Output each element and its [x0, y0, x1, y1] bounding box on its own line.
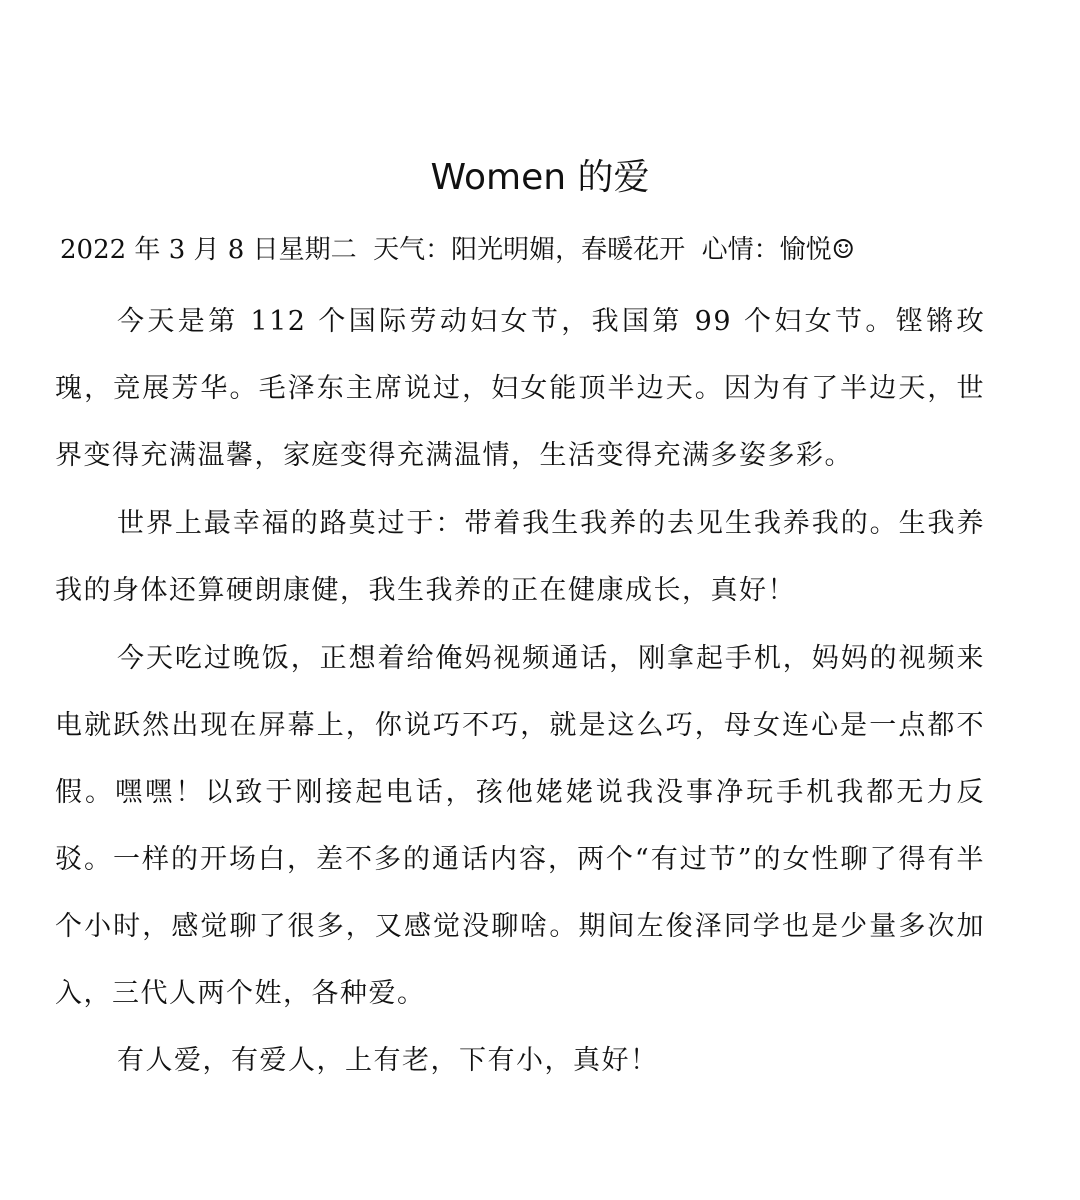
diary-mood: 心情：愉悦☺ [701, 235, 855, 265]
diary-weather: 天气：阳光明媚，春暖花开 [373, 235, 686, 265]
paragraph-video-call: 今天吃过晚饭，正想着给俺妈视频通话，刚拿起手机，妈妈的视频来电就跃然出现在屏幕上，你说巧不巧，就是这么巧，母女连心是一点都不假。嘿嘿！以致于刚接起电话，孩他姥姥说我没事净玩手机我都无力反驳。一样的开场白，差不多的通话内容，两个“有过节”的女性聊了得有半个小时，感觉聊了很多，又感觉没聊啥。期间左俊泽同学也是少量多次加入，三代人两个姓，各种爱。 [55, 643, 985, 1009]
document-title: Women 的爱 [430, 157, 650, 198]
diary-header [60, 226, 990, 274]
paragraph-womens-day: 今天是第 112 个国际劳动妇女节，我国第 99 个妇女节。铿锵玫瑰，竞展芳华。毛泽东主席说过，妇女能顶半边天。因为有了半边天，世界变得充满温馨，家庭变得充满温情，生活变得充满多姿多彩。 [55, 306, 985, 471]
paragraph-closing: 有人爱，有爱人，上有老，下有小，真好！ [117, 1045, 659, 1076]
diary-date: 2022 年 3 月 8 日星期二 [60, 235, 357, 265]
paragraph-happiest-road: 世界上最幸福的路莫过于：带着我生我养的去见生我养我的。生我养我的身体还算硬朗康健，我生我养的正在健康成长，真好！ [55, 508, 985, 606]
